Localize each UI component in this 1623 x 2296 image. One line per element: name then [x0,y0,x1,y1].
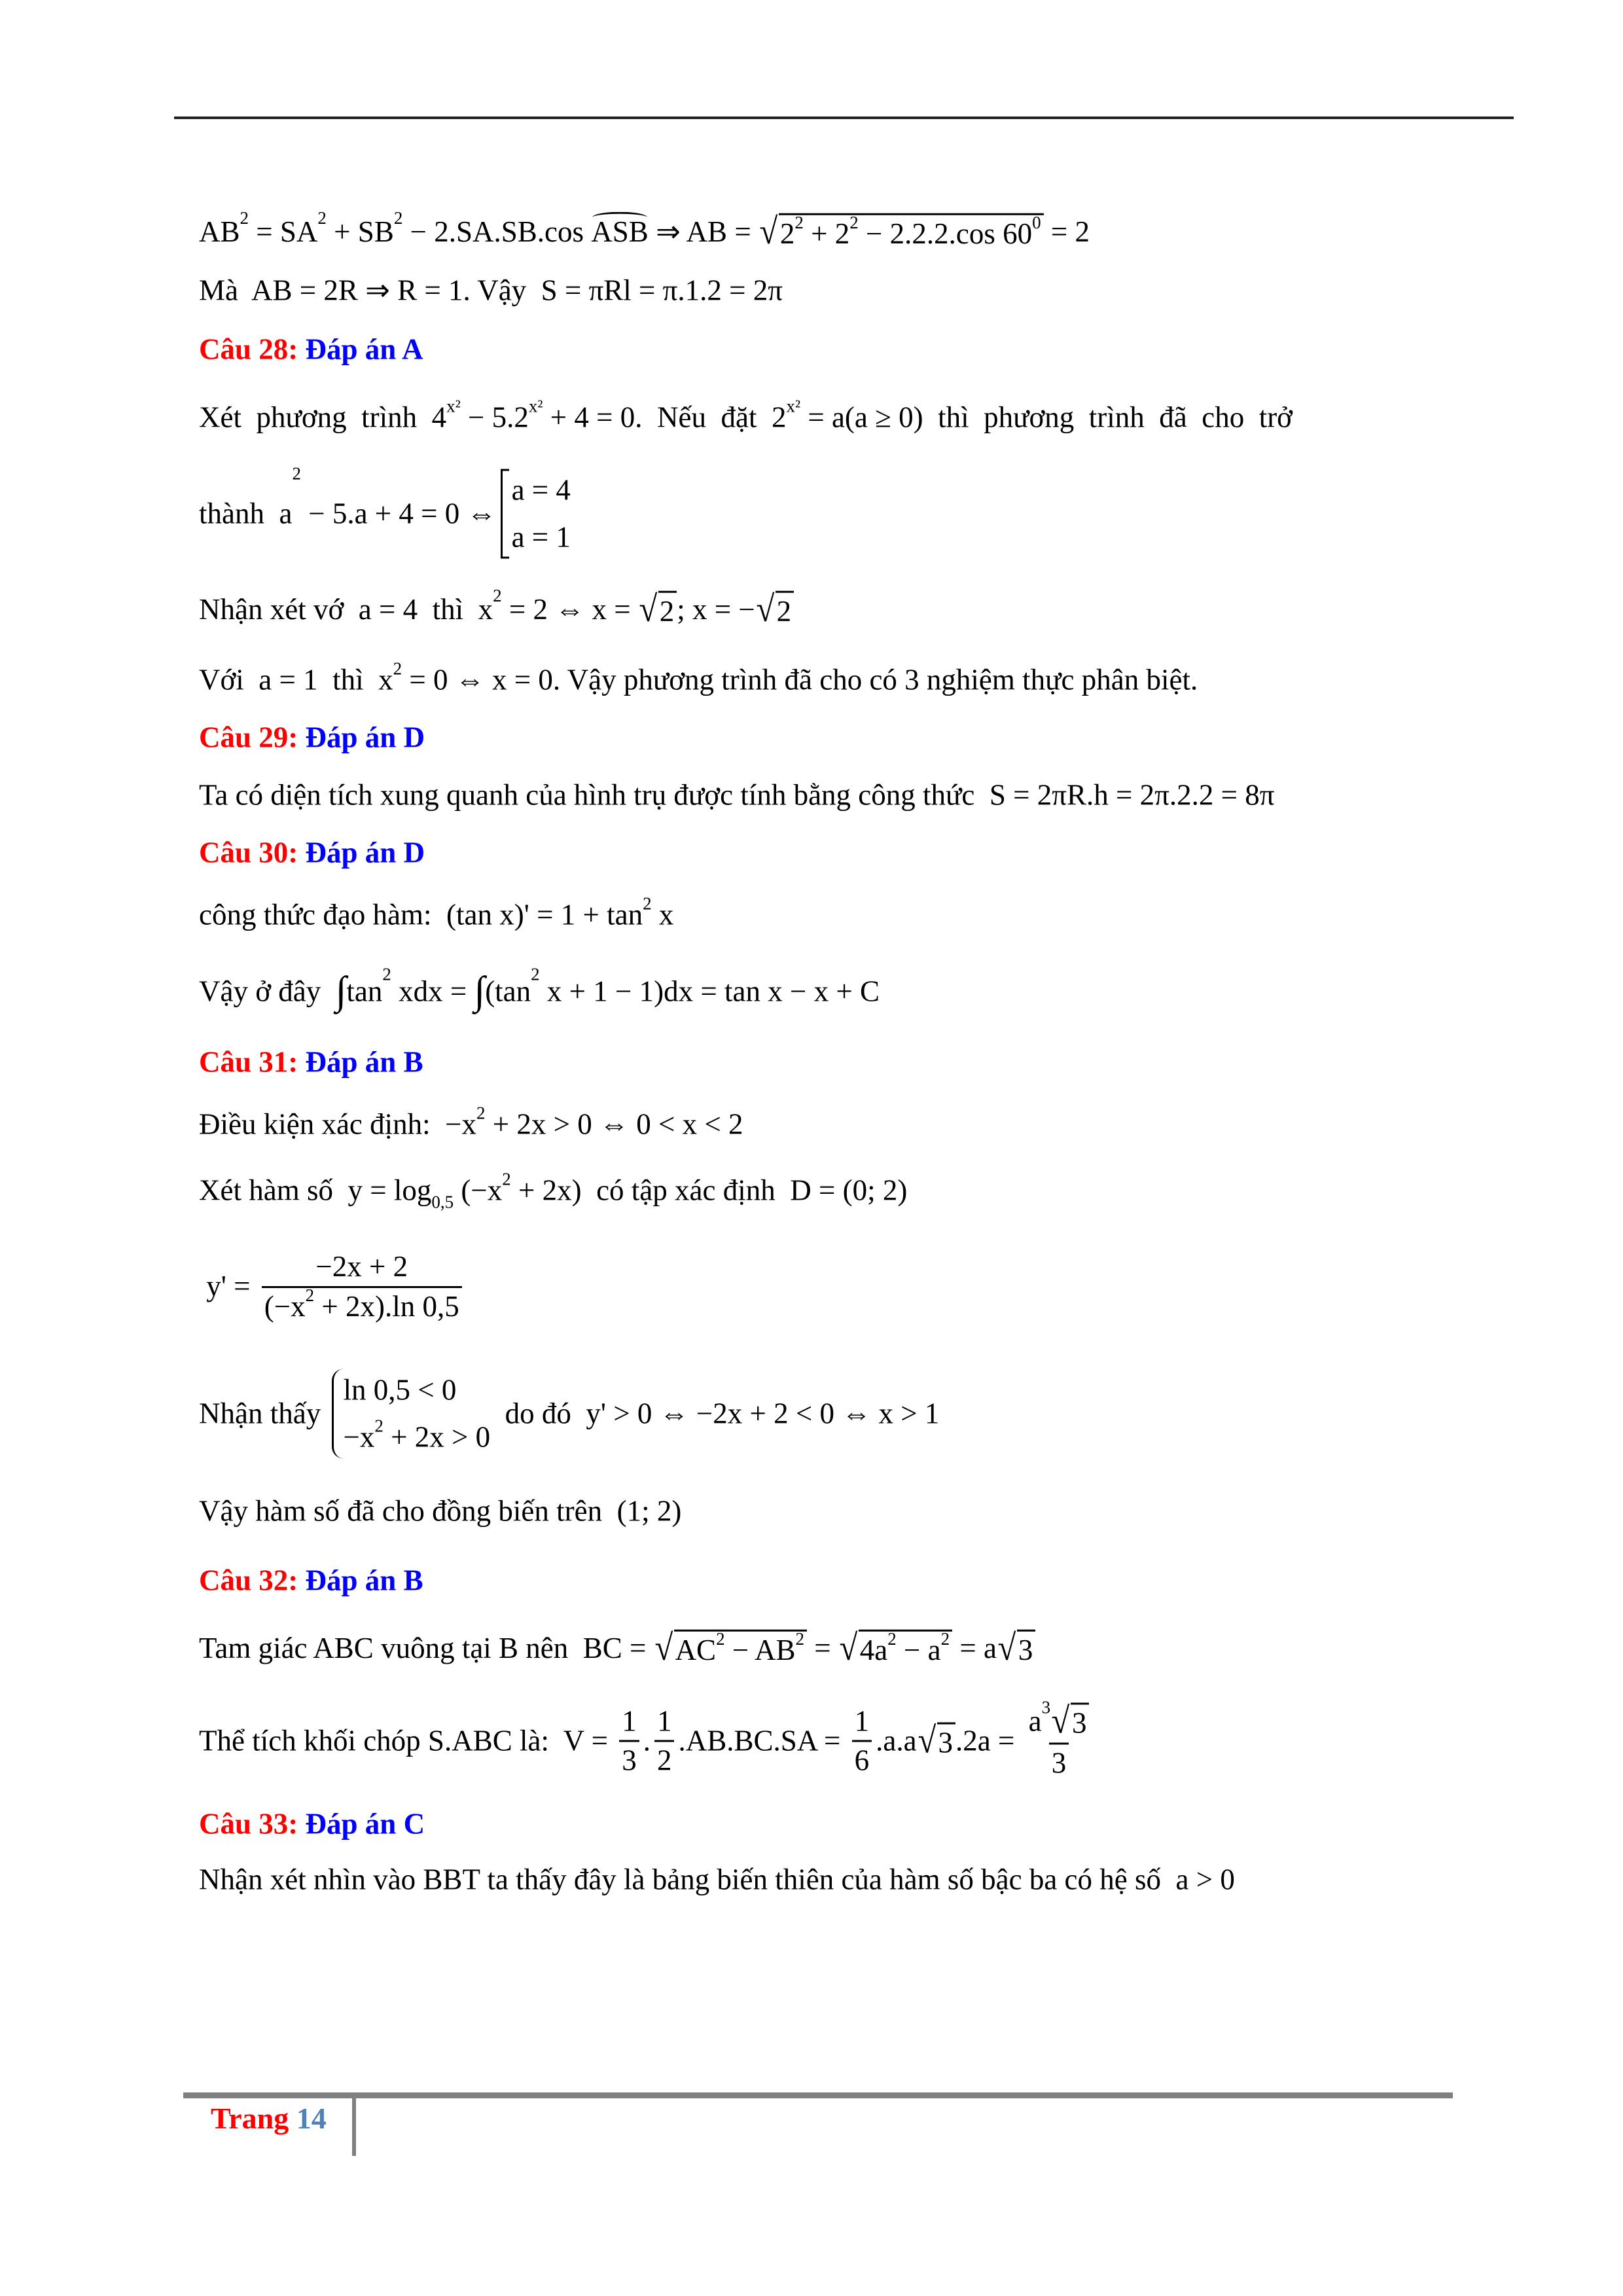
text-run: + 2x > 0 [383,1420,491,1453]
text-run: 2 [940,1629,950,1649]
radicand [1017,1630,1036,1667]
answer-label: Đáp án A [305,332,423,366]
question-number: Câu 30: [199,836,306,869]
radical-sign: √ [918,1720,936,1761]
page-word: Trang [211,2102,289,2135]
text-run: x² [446,396,461,416]
text-line [199,1627,1035,1668]
superscript [529,397,543,417]
superscript [493,586,502,606]
text-run: 3 [622,1744,637,1777]
square-root [917,1720,955,1761]
superscript [794,213,804,233]
radical-sign: √ [1051,1700,1070,1742]
text-run: (tan [485,975,531,1008]
superscript [786,397,800,417]
text-run: = a [952,1631,997,1664]
radical-sign: √ [639,588,658,630]
radicand [859,1630,952,1667]
question-number: Câu 28: [199,332,306,366]
superscript [292,465,301,484]
text-run: − 2.SA.SB.cos [402,215,592,248]
text-run: 2 [659,594,675,628]
integral-sign: ∫ [335,969,347,1013]
superscript [374,1416,383,1436]
text-run: = 0 ⇔ x = 0. Vậy phương trình đã cho có 3 nghiệm thực phân biệt. [402,663,1198,696]
text-line [199,1697,1096,1780]
superscript [1042,1698,1051,1718]
text-run: Điều kiện xác định: −x [199,1107,477,1141]
text-run: ⇒ AB = [648,215,758,248]
text-line [199,1369,939,1459]
text-run: − AB [724,1633,796,1666]
text-run: −x [343,1420,375,1453]
text-run: 3 [1071,1706,1087,1740]
question-number: Câu 33: [199,1807,306,1840]
superscript [887,1630,897,1649]
radicand [776,591,794,628]
page-number-label [211,2101,327,2136]
text-run: tan [346,975,383,1008]
text-run: 3 [1051,1746,1067,1779]
square-root [638,588,677,630]
text-run: xdx = [391,975,474,1008]
text-run: 3 [1041,1697,1051,1717]
case-system [332,1369,490,1459]
text-run: (−x [264,1289,306,1323]
square-root [758,213,1044,251]
square-root [838,1627,952,1668]
text-run: 2 [887,1629,897,1649]
text-run: (−x [454,1174,503,1207]
text-line [199,463,571,559]
radicand [1071,1703,1090,1740]
text-run: công thức đạo hàm: (tan x)' = 1 + tan [199,898,643,931]
radicand [937,1723,956,1760]
text-run: 2 [393,658,402,679]
text-run: − 5.a + 4 = 0 ⇔ [300,497,497,530]
square-root [997,1627,1035,1668]
text-run: 2 [776,594,792,628]
superscript [796,1630,805,1649]
superscript [240,209,249,228]
square-root [654,1627,807,1668]
text-run: 0,5 [431,1192,454,1212]
text-run: .2a = [955,1724,1022,1757]
text-run: Xét phương trình 4 [199,401,447,434]
square-root [755,588,794,630]
superscript [476,1104,486,1124]
question-heading [199,836,425,869]
text-run: 6 [854,1744,870,1777]
text-run: = SA [249,215,318,248]
case-row [512,521,571,554]
fraction [852,1705,872,1777]
text-run: 2 [794,213,804,232]
radicand [674,1630,807,1667]
text-run: 3 [1018,1633,1033,1666]
answer-label: Đáp án C [305,1807,425,1840]
text-run: 2 [849,213,859,232]
text-run: = 2 [1043,215,1090,248]
text-run: 2 [795,1629,804,1649]
superscript [1032,213,1041,233]
answer-label: Đáp án D [305,721,425,754]
text-run: + SB [326,215,394,248]
question-heading [199,333,423,366]
text-run: 2 [292,463,301,484]
text-run: Vậy ở đây [199,975,336,1008]
text-run: 2 [240,208,249,228]
superscript [643,895,652,914]
radical-sign: √ [997,1627,1016,1668]
text-line [199,1863,1235,1896]
text-run: 2 [374,1416,383,1436]
text-run: AC [675,1633,717,1666]
text-run: 2 [493,586,502,605]
radicand [658,591,677,628]
equation-line [199,208,1090,252]
text-run: −2x + 2 [315,1250,408,1283]
case-row [343,1416,491,1454]
superscript [393,660,402,679]
case-row [343,1374,490,1407]
superscript [317,209,327,228]
text-run: 2 [531,964,540,984]
text-run: x² [786,396,801,416]
text-line [199,893,674,931]
fraction [262,1251,462,1323]
denominator [852,1740,872,1778]
question-heading [199,1564,423,1597]
answer-label: Đáp án D [305,836,425,869]
text-run: Xét hàm số y = log [199,1174,432,1207]
radical-sign: √ [839,1627,858,1668]
radical-sign: √ [654,1627,673,1668]
question-heading [199,721,425,754]
text-run: − a [896,1633,941,1666]
superscript [382,965,391,985]
text-run: − 5.2 [460,401,529,434]
text-run: 2 [779,217,795,250]
angle-hat: ASB [591,215,649,248]
denominator [262,1286,462,1323]
text-line [199,1495,681,1528]
denominator [1049,1742,1069,1780]
text-run: 2 [476,1103,486,1123]
numerator [619,1705,639,1740]
text-run: 1 [622,1704,637,1737]
text-run: + 2 [803,217,850,250]
text-run: Với a = 1 thì x [199,663,393,696]
superscript [446,397,461,417]
text-run: 2 [393,208,403,228]
superscript [849,213,859,233]
text-run: x + 1 − 1)dx = tan x − x + C [539,975,880,1008]
text-run: x² [528,396,543,416]
question-number: Câu 32: [199,1564,306,1597]
text-line [199,658,1198,696]
text-run: + 2x > 0 ⇔ 0 < x < 2 [485,1107,743,1141]
superscript [394,209,403,228]
text-run: 2 [382,964,391,984]
text-run: x [651,898,674,931]
text-run: 3 [938,1726,953,1759]
text-run: = a(a ≥ 0) thì phương trình đã cho trở [800,401,1293,434]
text-run: y' = [199,1270,258,1303]
text-run: do đó y' > 0 ⇔ −2x + 2 < 0 ⇔ x > 1 [490,1397,940,1430]
text-line [199,396,1293,434]
text-run: .a.a [876,1724,917,1757]
answer-label: Đáp án B [305,1564,423,1597]
text-line [199,779,1274,812]
question-heading [199,1808,425,1840]
footer-rule [183,2092,1453,2098]
denominator [654,1740,675,1778]
square-root [1050,1700,1089,1742]
text-run: 4a [859,1633,888,1666]
case-system [501,469,571,559]
fraction [1026,1697,1092,1780]
numerator [654,1705,675,1740]
question-heading [199,1046,423,1079]
text-line [199,274,783,307]
text-run: Nhận xét nhìn vào BBT ta thấy đây là bảng biến thiên của hàm số bậc ba có hệ số a > 0 [199,1863,1235,1896]
text-run: 2 [502,1169,511,1189]
text-run: ; x = − [677,592,755,626]
text-run: + 4 = 0. Nếu đặt 2 [543,401,787,434]
text-run: a = 1 [511,520,571,553]
header-rule [174,117,1514,119]
text-line [199,586,794,630]
text-run: 2 [317,208,327,228]
numerator [1026,1697,1092,1743]
text-run: = [807,1631,838,1664]
question-number: Câu 31: [199,1045,306,1079]
integral-sign: ∫ [474,969,486,1013]
superscript [941,1630,950,1649]
text-run: 1 [656,1704,672,1737]
text-line [199,1169,908,1212]
radical-sign: √ [756,588,775,630]
text-run: + 2x) có tập xác định D = (0; 2) [510,1174,908,1207]
case-row [512,475,571,507]
fraction [654,1705,675,1777]
page-number: 14 [296,2102,327,2135]
text-run: a = 4 [511,473,571,507]
text-run: Mà AB = 2R ⇒ R = 1. Vậy S = πRl = π.1.2 = 2π [199,274,783,307]
text-run: a [1028,1704,1042,1737]
numerator [852,1705,872,1740]
radical-sign: √ [759,211,778,252]
text-run: 1 [854,1704,870,1737]
superscript [502,1170,511,1190]
text-run: Nhận xét vớ a = 4 thì x [199,592,493,626]
superscript [716,1630,725,1649]
superscript [531,965,540,985]
text-run: 2 [656,1744,672,1777]
text-run: 2 [305,1285,315,1305]
radicand [779,213,1044,251]
text-line [199,964,880,1014]
text-run: + 2x).ln 0,5 [314,1289,459,1323]
question-number: Câu 29: [199,721,306,754]
text-run: Nhận thấy [199,1397,329,1430]
text-run: . [643,1724,651,1757]
text-run: 2 [643,893,652,914]
text-run: Thể tích khối chóp S.ABC là: V = [199,1724,616,1757]
text-run: thành a [199,497,293,530]
text-run: Vậy hàm số đã cho đồng biến trên (1; 2) [199,1494,682,1528]
text-run: ln 0,5 < 0 [343,1373,457,1407]
text-run: AB [199,215,240,248]
text-line [199,1103,743,1141]
answer-label: Đáp án B [305,1045,423,1079]
subscript [431,1193,454,1212]
text-run: − 2.2.2.cos 60 [858,217,1033,250]
equation-line [199,1251,466,1323]
text-run: 2 [716,1629,725,1649]
numerator [313,1251,410,1286]
footer-divider [352,2098,356,2156]
fraction [619,1705,639,1777]
superscript [306,1286,315,1306]
text-run: 0 [1032,213,1041,232]
text-run: .AB.BC.SA = [678,1724,848,1757]
denominator [619,1740,639,1778]
text-run: Tam giác ABC vuông tại B nên BC = [199,1631,654,1664]
text-run: Ta có diện tích xung quanh của hình trụ được tính bằng công thức S = 2πR.h = 2π.2.2 = 8π [199,778,1275,812]
text-run: = 2 ⇔ x = [501,592,638,626]
